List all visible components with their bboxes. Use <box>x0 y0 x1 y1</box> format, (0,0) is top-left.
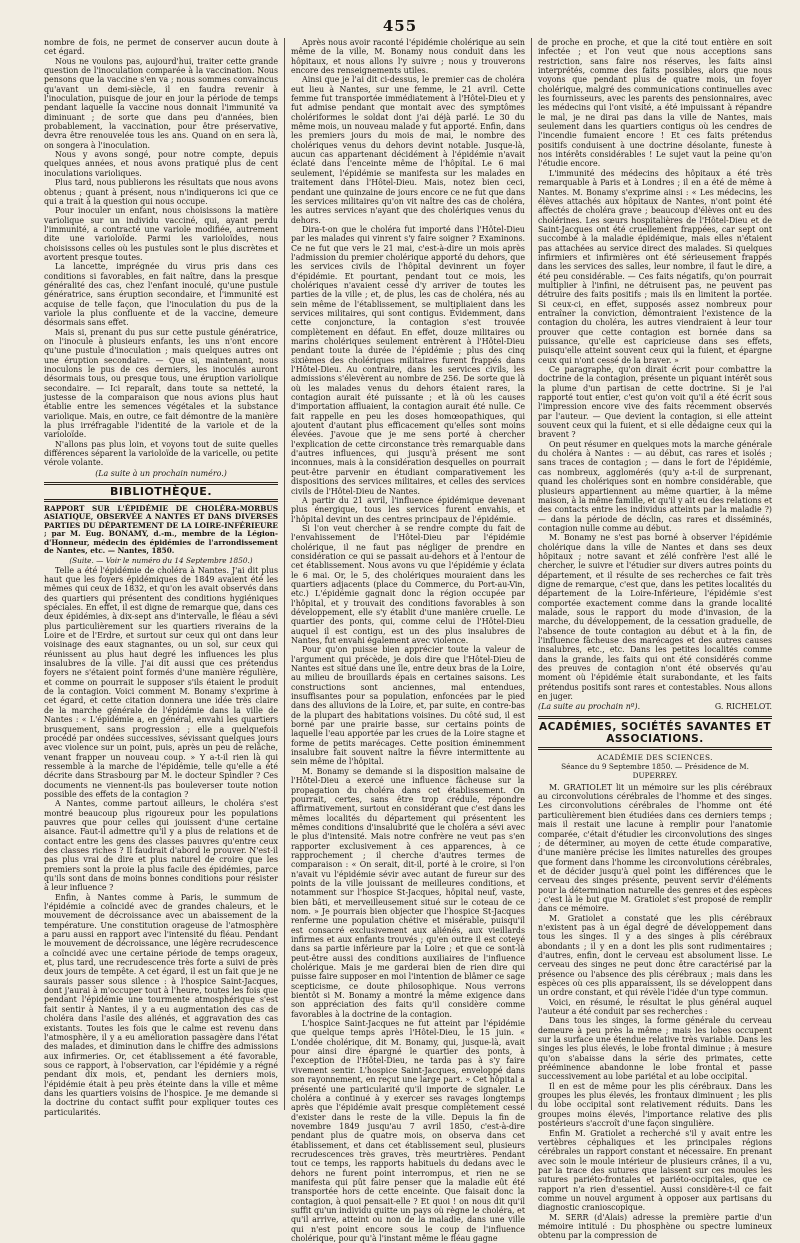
paragraph: Dira-t-on que le choléra fut importé dans l'Hôtel-Dieu par les malades qui vinrent s'y faire soigner ? Examinons. Ce ne fut que vers le 21 mai, c'est-à-dire un mois après l'admission du premier cholérique apporté du dehors, que les services civils de l'hôpital devinrent un foyer d'épidémie. Et pourtant, pendant tout ce mois, les cholériques n'avaient cessé d'y arriver de toutes les parties de la ville ; et, de plus, les cas de choléra, nés au sein même de l'établissement, se multipliaient dans les services militaires, qui sont contigus. Évidemment, dans cette conjoncture, la contagion s'est trouvée complètement en défaut. En effet, douze militaires ou marins cholériques seulement entrèrent à l'Hôtel-Dieu pendant toute la durée de l'épidémie ; plus des cinq sixièmes des cholériques militaires furent frappés dans l'Hôtel-Dieu. Au contraire, dans les services civils, les admissions s'élevèrent au nombre de 256. De sorte que là où les malades venus du dehors étaient rares, la contagion aurait été puissante ; et là où les causes d'importation affluaient, la contagion aurait été nulle. Ce fait rappelle en peu les doses homœopathiques, qui ajoutent d'autant plus efficacement qu'elles sont moins élevées. J'avoue que je me sens porté à chercher l'explication de cette circonstance très remarquable dans d'autres influences, qui jusqu'à présent me sont inconnues, mais à la considération desquelles on pourrait peut-être parvenir en étudiant comparativement les dispositions des services militaires, et celles des services civils de l'Hôtel-Dieu de Nantes. <box>291 224 525 496</box>
paragraph: Ce paragraphe, qu'on dirait écrit pour combattre la doctrine de la contagion, présente un piquant intérêt sous la plume d'un partisan de cette doctrine. Si je l'ai rapporté tout entier, c'est qu'on voit qu'il a été écrit sous l'impression encore vive des faits récemment observés par l'auteur. — Que devient la contagion, si elle atteint souvent ceux qui la fuient, et si elle dédaigne ceux qui la bravent ? <box>538 365 772 440</box>
continued-label: (La suite au prochain nº). <box>538 702 641 712</box>
paragraph: Nous y avons songé, pour notre compte, depuis quelques années, et nous avons pratiqué plus de cent inoculations varioliques. <box>44 150 278 178</box>
section-title: BIBLIOTHÈQUE. <box>109 485 212 499</box>
paragraph: nombre de fois, ne permet de conserver aucun doute à cet égard. <box>44 38 278 57</box>
column-divider <box>531 38 532 1110</box>
paragraph: M. Bonamy ne s'est pas borné à observer l'épidémie cholérique dans la ville de Nantes et dans ses deux hôpitaux ; notre savant et zélé confrère l'est allé le chercher, le suivre et l'étudier sur divers autres points du département, et il résulte de ses recherches ce fait très digne de remarque, c'est que, dans les petites localités du département de la Loire-Inférieure, l'épidémie s'est comportée exactement comme dans la grande localité malade, sous le rapport du mode d'invasion, de la marche, du développement, de la cessation graduelle, de l'absence de toute contagion au début et à la fin, de l'influence fâcheuse des marécages et des autres causes insalubres, etc., etc. Dans les petites localités comme dans la grande, les faits qui ont été considérés comme des preuves de contagion n'ont été observés qu'au moment où l'épidémie était surabondante, et les faits prétendus positifs sont rares et contestables. Nous allons en juger. <box>538 533 772 702</box>
page-columns <box>44 38 772 1243</box>
paragraph: M. SERR (d'Alais) adresse la première partie d'un mémoire intitulé : Du phosphène ou spectre lumineux obtenu par la compression de <box>538 1212 772 1241</box>
subsection-title: ACADÉMIE DES SCIENCES. <box>597 752 713 762</box>
page-number: 455 <box>382 17 418 35</box>
paragraph: L'immunité des médecins des hôpitaux a été très remarquable à Paris et à Londres ; il en a été de même à Nantes. M. Bonamy s'exprime ainsi : « Les médecins, les élèves attachés aux hôpitaux de Nantes, n'ont point été affectés de choléra grave ; beaucoup d'élèves ont eu des cholérines. Les sœurs hospitalières de l'Hôtel-Dieu et de Saint-Jacques ont été cruellement frappées, car sept ont succombé à la maladie épidémique, mais elles n'étaient pas attachées au service direct des malades. Si quelques infirmiers et infirmières ont été sérieusement frappés dans les services des salles, leur nombre, il faut le dire, a été peu considérable. — Ces faits négatifs, qu'on pourrait multiplier à l'infini, ne détruisent pas, ne peuvent pas détruire des faits positifs ; mais ils en limitent la portée. Si ceux-ci, en effet, supposés assez nombreux pour entraîner la conviction, démontraient l'existence de la contagion du choléra, les autres viendraient à leur tour prouver que cette contagion est bornée dans sa puissance, qu'elle est capricieuse dans ses effets, puisqu'elle atteint souvent ceux qui la fuient, et épargne ceux qui n'ont cessé de la braver. » <box>538 168 772 365</box>
paragraph: M. Bonamy se demande si la disposition malsaine de l'Hôtel-Dieu a exercé une influence fâcheuse sur la propagation du choléra dans cet établissement. On pourrait, certes, sans être trop crédule, répondre affirmativement, surtout en considérant que c'est dans les mêmes localités du département qui présentent les mêmes conditions d'insalubrité que le choléra a sévi avec le plus d'intensité. Mais notre confrère ne veut pas s'en rapporter exclusivement à ces apparences, à ce rapprochement ; il cherche d'autres termes de comparaison : « On serait, dit-il, porté à le croire, si l'on n'avait vu l'épidémie sévir avec autant de fureur sur des points de la ville jouissant de meilleures conditions, et notamment sur l'hospice St-Jacques, hôpital neuf, vaste, bien bâti, et merveilleusement situé sur le coteau de ce nom. » Je pourrais bien objecter que l'hospice St-Jacques renferme une population chétive et misérable, puisqu'il est consacré exclusivement aux aliénés, aux vieillards infirmes et aux enfants trouvés ; qu'en outre il est coteyé dans sa partie inférieure par la Loire ; et que ce sont-là peut-être aussi des conditions auxiliaires de l'influence cholérique. Mais je me garderai bien de rien dire qui puisse faire supposer en moi l'intention de blâmer ce sage scepticisme, ce doute philosophique. Nous verrons bientôt si M. Bonamy a montré la même exigence dans son appréciation des faits qu'il considère comme favorables à la doctrine de la contagion. <box>291 766 525 1019</box>
column-right <box>538 38 772 1241</box>
paragraph: Plus tard, nous publierons les résultats que nous avons obtenus ; quant à présent, nous n'indiquerons ici que ce qui a trait à la question qui nous occupe. <box>44 178 278 206</box>
section-title: ACADÉMIES, SOCIÉTÉS SAVANTES ET ASSOCIATIONS. <box>538 720 772 745</box>
section-heading-academies <box>538 716 772 750</box>
paragraph: Mais si, prenant du pus sur cette pustule génératrice, on l'inocule à plusieurs enfants, les uns n'ont encore qu'une pustule d'inoculation ; mais quelques autres ont une éruption secondaire. — Que si, maintenant, nous inoculons le pus de ces derniers, les inoculés auront désormais tous, ou presque tous, une éruption variolique secondaire. — Ici reparaît, dans toute sa netteté, la justesse de la comparaison que nous avions plus haut établie entre les semences végétales et la substance variolique. Mais, en outre, ce fait démontre de la manière la plus irréfragable l'identité de la variole et de la varioloïde. <box>44 327 278 440</box>
article-heading: RAPPORT SUR L'ÉPIDÉMIE DE CHOLÉRA-MORBUS ASIATIQUE, OBSERVÉE A NANTES ET DANS DIVERSES PARTIES DU DÉPARTEMENT DE LA LOIRE-INFÉRIEURE ; par M. Eug. BONAMY, d.-m., membre de la Légion-d'Honneur, médecin des épidémies de l'arrondissement de Nantes, etc. — Nantes, 1850. (Suite. — Voir le numéro du 14 Septembre 1850.) <box>44 503 278 566</box>
paragraph: L'hospice Saint-Jacques ne fut atteint par l'épidémie que quelque temps après l'Hôtel-Dieu, le 15 juin. « L'ondée cholérique, dit M. Bonamy, qui, jusque-là, avait pour ainsi dire épargné le quartier des ponts, à l'exception de l'Hôtel-Dieu, ne tarda pas à s'y faire vivement sentir. L'hospice Saint-Jacques, enveloppé dans son rayonnement, en reçut une large part. » Cet hôpital a présenté une particularité qu'il importe de signaler. Le choléra a continué à y exercer ses ravages longtemps après que l'épidémie avait presque complètement cessé d'exister dans le reste de la ville. Depuis la fin de novembre 1849 jusqu'au 7 avril 1850, c'est-à-dire pendant plus de quatre mois, on observa dans cet établissement, et dans cet établissement seul, plusieurs recrudescences très graves, très meurtrières. Pendant tout ce temps, les rapports habituels du dedans avec le dehors ne furent point interrompus, et rien ne se manifesta qui pût faire penser que la maladie eût été transportée hors de cette enceinte. Que faisait donc la contagion, à quoi pensait-elle ? Et quoi ! on nous dit qu'il suffit qu'un individu quitte un pays où règne le choléra, et qu'il arrive, atteint ou non de la maladie, dans une ville qui n'est point encore sous le coup de l'influence cholérique, pour qu'à l'instant même le fléau gagne <box>291 1019 525 1243</box>
paragraph: Enfin, à Nantes comme à Paris, le summum de l'épidémie a coïncidé avec de grandes chaleurs, et le mouvement de décroissance avec un abaissement de la température. Une constitution orageuse de l'atmosphère a paru aussi en rapport avec l'intensité du fléau. Pendant le mouvement de décroissance, une légère recrudescence a coïncidé avec une certaine période de temps orageux, et, plus tard, une recrudescence très forte a suivi de près deux jours de tempête. A cet égard, il est un fait que je ne saurais passer sous silence : à l'hospice Saint-Jacques, dont j'aurai à m'occuper tout à l'heure, toutes les fois que pendant l'épidémie une tourmente atmosphérique s'est fait sentir à Nantes, il y a eu augmentation des cas de choléra dans l'asile des aliénés, et aggravation des cas existants. Toutes les fois que le calme est revenu dans l'atmosphère, il y a eu amélioration passagère dans l'état des malades, et diminution dans le chiffre des admissions aux infirmeries. Or, cet établissement a été favorable, sous ce rapport, à l'observation, car l'épidémie y a régné pendant dix mois, et, pendant les derniers mois, l'épidémie était à peu près éteinte dans la ville et même dans les quartiers voisins de l'hospice. Je me demande si la doctrine du contact suffit pour expliquer toutes ces particularités. <box>44 892 278 1117</box>
paragraph: Après nous avoir raconté l'épidémie cholérique au sein même de la ville, M. Bonamy nous conduit dans les hôpitaux, et nous allons l'y suivre ; nous y trouverons encore des renseignements utiles. <box>291 38 525 76</box>
paragraph: Pour inoculer un enfant, nous choisissons la matière variolique sur un individu vacciné, qui, ayant perdu l'immunité, a contracté une variole modifiée, autrement dite une varioloïde. Parmi les varioloïdes, nous choisissons celles où les pustules sont le plus discrètes et avortent presque toutes. <box>44 206 278 262</box>
paragraph: M. Gratiolet a constaté que les plis cérébraux n'existent pas à un égal degré de développement dans tous les singes. Il y a des singes à plis cérébraux abondants ; il y en a dont les plis sont rudimentaires ; d'autres, enfin, dont le cerveau est absolument lisse. Le cerveau des singes ne peut donc être caractérisé par la présence ou l'absence des plis cérébraux ; mais dans les espèces où ces plis apparaissent, ils se développent dans un ordre constant, et qui révèle l'idée d'un type commun. <box>538 913 772 998</box>
paragraph: Voici, en résumé, le résultat le plus général auquel l'auteur a été conduit par ses recherches : <box>538 997 772 1017</box>
paragraph: Telle a été l'épidémie de choléra à Nantes. J'ai dit plus haut que les foyers épidémiques de 1849 avaient été les mêmes qui ceux de 1832, et qu'on les avait observés dans des quartiers qui présentent des conditions hygiéniques spéciales. En effet, il est digne de remarque que, dans ces deux épidémies, à dix-sept ans d'intervalle, le fléau a sévi plus particulièrement sur les quartiers riverains de la Loire et de l'Erdre, et surtout sur ceux qui ont dans leur voisinage des eaux stagnantes, ou un sol, sur ceux qui réunissent au plus haut degré les influences les plus insalubres de la ville. J'ai dit aussi que ces prétendus foyers ne s'étaient point formés d'une manière régulière, et comme on pourrait le supposer s'ils étaient le produit de la contagion. Voici comment M. Bonamy s'exprime à cet égard, et cette citation donnera une idée très claire de la marche générale de l'épidémie dans la ville de Nantes : « L'épidémie a, en général, envahi les quartiers brusquement, sans progression ; elle a quelquefois procédé par ondées successives, sévissant quelques jours avec violence sur un point, puis, après un peu de relâche, venant frapper un nouveau coup. » Y a-t-il rien là qui ressemble à la marche de l'épidémie, telle qu'elle a été décrite dans Strasbourg par M. le docteur Spindler ? Ces documents ne viennent-ils pas bouleverser toute notion possible des effets de la contagion ? <box>44 565 278 799</box>
paragraph: Ainsi que je l'ai dit ci-dessus, le premier cas de choléra eut lieu à Nantes, sur une femme, le 21 avril. Cette femme fut transportée immédiatement à l'Hôtel-Dieu et y fut admise pendant que montait avec des symptômes cholériformes le soldat dont j'ai déjà parlé. Le 30 du même mois, un nouveau malade y fut apporté. Enfin, dans les premiers jours du mois de mai, le nombre des cholériques venus du dehors devint notable. Jusque-là, aucun cas appartenant décidément à l'épidémie n'avait éclaté dans l'enceinte même de l'hôpital. Le 6 mai seulement, l'épidémie se manifesta sur les malades en traitement dans l'Hôtel-Dieu. Mais, notez bien ceci, pendant une quinzaine de jours encore ce ne fut que dans les services militaires qu'on vit naître des cas de choléra, les autres services n'ayant que des cholériques venus du dehors. <box>291 75 525 225</box>
paragraph: M. GRATIOLET lit un mémoire sur les plis cérébraux au circonvolutions cérébrales de l'homme et des singes. Les circonvolutions cérébrales de l'homme ont été particulièrement bien étudiées dans ces derniers temps ; mais il restait une lacune à remplir pour l'anatomie comparée, c'était d'étudier les circonvolutions des singes ; de déterminer, au moyen de cette étude comparative, d'une manière précise les limites naturelles des groupes que forment dans l'homme les circonvolutions cérébrales, et de décider jusqu'à quel point les différences que le cerveau des singes présente, peuvent servir d'éléments pour la détermination naturelle des genres et des espèces ; c'est là le but que M. Gratiolet s'est proposé de remplir dans ce mémoire. <box>538 782 772 914</box>
paragraph: Enfin M. Gratiolet a recherché s'il y avait entre les vertèbres céphaliques et les principales régions cérébrales un rapport constant et nécessaire. En prenant avec soin le moule intérieur de plusieurs crânes, il a vu, par la trace des sutures que laissent sur ces moules les sutures pariéto-frontales et pariéto-occipitales, que ce rapport n'a rien d'essentiel. Aussi considère-t-il ce fait comme un nouvel argument à opposer aux partisans du diagnostic cranioscopique. <box>538 1128 772 1213</box>
paragraph: Si l'on veut chercher à se rendre compte du fait de l'envahissement de l'Hôtel-Dieu par l'épidémie cholérique, il ne faut pas négliger de prendre en considération ce qui se passait au-dehors et à l'entour de cet établissement. Nous avons vu que l'épidémie y éclata le 6 mai. Or, le 5, des cholériques mouraient dans les quartiers adjacents (place du Commerce, du Port-au-Vin, etc.) L'épidémie gagnait donc la région occupée par l'hôpital, et y trouvait des conditions favorables à son développement, elle s'y établit d'une manière cruelle. Le quartier des ponts, qui, comme celui de l'Hôtel-Dieu auquel il est contigu, est un des plus insalubres de Nantes, fut envahi également avec violence. <box>291 523 525 645</box>
column-left <box>44 38 278 1117</box>
paragraph: de proche en proche, et que la cité tout entière en soit infectée ; et l'on veut que nous acceptions sans restriction, sans faire nos réserves, les faits ainsi interprétés, comme des faits possibles, alors que nous voyons que pendant plus de quatre mois, un foyer cholérique, malgré des communications continuelles avec les fournisseurs, avec les parents des pensionnaires, avec les médecins qui l'ont visité, a été impuissant à répandre le mal, je ne dirai pas dans la ville de Nantes, mais seulement dans les quartiers contigus où les cendres de l'incendie fumaient encore ! Et ces faits prétendus positifs conduisent à une doctrine désolante, funeste à nos intérêts considérables ! Le sujet vaut la peine qu'on l'étudie encore. <box>538 38 772 169</box>
paragraph: Nous ne voulons pas, aujourd'hui, traiter cette grande question de l'inoculation comparée à la vaccination. Nous pensons que la vaccine s'en va ; nous sommes convaincus qu'avant un demi-siècle, il en faudra revenir à l'inoculation, puisque de jour en jour la période de temps pendant laquelle la vaccine nous donnait l'immunité va diminuant ; de sorte que dans peu d'années, bien probablement, la vaccination, pour être préservative, devra être renouvelée tous les ans. Quand on en sera là, on songera à l'inoculation. <box>44 56 278 150</box>
article-note: (Suite. — Voir le numéro du 14 Septembre 1850.) <box>69 556 253 566</box>
continued-note: (La suite à un prochain numéro.) <box>95 468 227 478</box>
column-middle <box>291 38 525 1243</box>
paragraph: A partir du 21 avril, l'influence épidémique devenant plus énergique, tous les services furent envahis, et l'hôpital devint un des centres principaux de l'épidémie. <box>291 495 525 524</box>
paragraph: La lancette, imprégnée du virus pris dans ces conditions si favorables, en fait naître, dans la presque généralité des cas, chez l'enfant inoculé, qu'une pustule génératrice, sans éruption secondaire, et l'immunité est acquise de telle façon, que l'inoculation du pus de la variole la plus confluente et de la vaccine, demeure désormais sans effet. <box>44 262 278 328</box>
section-heading-bibliotheque <box>44 482 278 501</box>
paragraph: Dans tous les singes, la forme générale du cerveau demeure à peu près la même ; mais les lobes occupent sur la surface une étendue relative très variable. Dans les singes les plus élevés, le lobe frontal diminue ; à mesure qu'on s'abaisse dans la série des primates, cette prééminence abandonne le lobe frontal et passe successivement au lobe pariétal et au lobe occipital. <box>538 1016 772 1082</box>
continued-note <box>538 702 772 711</box>
paragraph: On peut résumer en quelques mots la marche générale du choléra à Nantes : — au début, cas rares et isolés ; sans traces de contagion ; — dans le fort de l'épidémie, cas nombreux, agglomérés (qu'y a-t-il de surprenant, quand les cholériques sont en nombre considérable, que plusieurs appartiennent au même quartier, à la même maison, à la même famille, et qu'il y ait eu des relations et des contacts entre les individus atteints par la maladie ?) — dans la période de déclin, cas rares et disséminés, contagion nulle comme au début. <box>538 439 772 533</box>
author-signature: G. RICHELOT. <box>714 702 772 712</box>
paragraph: Il en est de même pour les plis cérébraux. Dans les groupes les plus élevés, les frontaux diminuent ; les plis du lobe occipital sont relativement réduits. Dans les groupes moins élevés, l'importance relative des plis postérieurs s'accroît d'une façon singulière. <box>538 1081 772 1129</box>
session-date: Séance du 9 Septembre 1850. — Présidence de M. DUPERREY. <box>561 762 749 781</box>
column-divider <box>284 38 285 1110</box>
paragraph: Pour qu'on puisse bien apprécier toute la valeur de l'argument qui précède, je dois dire que l'Hôtel-Dieu de Nantes est situé dans une île, entre deux bras de la Loire, au milieu de brouillards épais en certaines saisons. Les constructions sont anciennes, mal entendues, insuffisantes pour sa population, enfoncées par le pied dans des alluvions de la Loire, et, par suite, en contre-bas de la plupart des habitations voisines. Du côté sud, il est borné par une prairie basse, sur certains points de laquelle l'eau apportée par les crues de la Loire stagne et forme de petits marécages. Cette position éminemment insalubre fait souvent naître la fièvre intermittente au sein même de l'hôpital. <box>291 645 525 767</box>
paragraph: N'allons pas plus loin, et voyons tout de suite quelles différences séparent la varioloïde de la varicelle, ou petite vérole volante. <box>44 439 278 468</box>
paragraph: A Nantes, comme partout ailleurs, le choléra s'est montré beaucoup plus rigoureux pour les populations pauvres que pour celles qui jouissent d'une certaine aisance. Faut-il admettre qu'il y a plus de relations et de contact entre les gens des classes pauvres qu'entre ceux des classes riches ? Il faudrait d'abord le prouver. N'est-il pas plus vrai de dire et plus naturel de croire que les premiers sont la proie la plus facile des épidémies, parce qu'ils sont dans de moins bonnes conditions pour résister à leur influence ? <box>44 799 278 893</box>
